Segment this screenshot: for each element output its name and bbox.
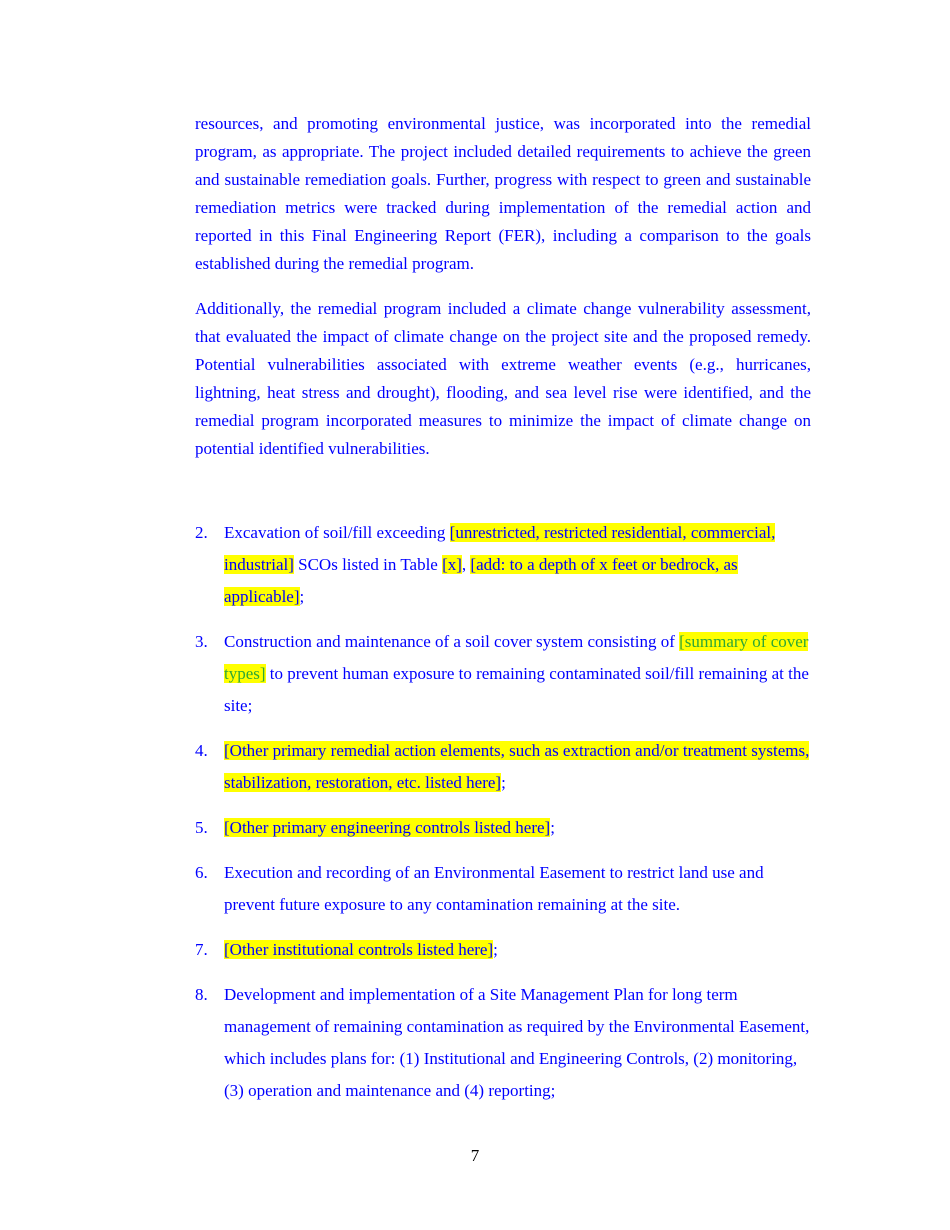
list-item-7 [195,934,815,966]
list-item-4 [195,735,815,799]
highlighted-placeholder: [Other primary remedial action elements, such as extraction and/or treatment systems, stabilization, restoration, etc. listed here] [224,741,810,792]
list-item-5 [195,812,815,844]
list-item-3 [195,626,815,722]
list-number: 7. [195,940,208,959]
page-number: 7 [470,1146,480,1165]
list-item-2 [195,517,815,613]
list-text: Construction and maintenance of a soil cover system consisting of [224,632,680,651]
highlighted-placeholder: [Other primary engineering controls listed here] [224,818,551,837]
list-number: 6. [195,863,208,882]
remedy-elements-list [195,517,815,1120]
list-number: 3. [195,632,208,651]
list-item-6 [195,857,815,921]
highlighted-placeholder: [Other institutional controls listed here] [224,940,494,959]
highlighted-placeholder: [unrestricted, restricted residential, commercial, industrial] [224,523,776,574]
list-text: ; [299,587,305,606]
highlighted-placeholder: [x] [442,555,462,574]
list-number: 5. [195,818,208,837]
list-text: Excavation of soil/fill exceeding [224,523,450,542]
list-text: Development and implementation of a Site Management Plan for long term management of remaining contamination as required by the Environmental Easement, which includes plans for: (1) Institutional and Engineering Controls, (2) monitoring, (3) operation and maintenance and (4) reporting; [224,985,810,1100]
list-text: , [461,555,471,574]
highlighted-placeholder: [add: to a depth of x feet or bedrock, as applicable] [224,555,738,606]
list-text: to prevent human exposure to remaining contaminated soil/fill remaining at the site; [224,664,809,715]
highlighted-placeholder: [summary of cover types] [224,632,809,683]
list-text: ; [501,773,506,792]
list-text: Execution and recording of an Environmental Easement to restrict land use and prevent future exposure to any contamination remaining at the site. [224,863,764,914]
list-number: 4. [195,741,208,760]
list-text: ; [550,818,555,837]
paragraph-green-remediation: resources, and promoting environmental justice, was incorporated into the remedial program, as appropriate. The project included detailed requirements to achieve the green and sustainable remediation goals. Further, progress with respect to green and sustainable remediation metrics were tracked during implementation of the remedial action and reported in this Final Engineering Report (FER), including a comparison to the goals established during the remedial program. [195,114,811,273]
list-number: 2. [195,523,208,542]
paragraph-climate-vulnerability: Additionally, the remedial program included a climate change vulnerability assessment, that evaluated the impact of climate change on the project site and the proposed remedy. Potential vulnerabilities associated with extreme weather events (e.g., hurricanes, lightning, heat stress and drought), flooding, and sea level rise were identified, and the remedial program incorporated measures to minimize the impact of climate change on potential identified vulnerabilities. [195,299,811,458]
list-item-8 [195,979,815,1107]
list-text: SCOs listed in Table [293,555,443,574]
list-text: ; [493,940,498,959]
list-number: 8. [195,985,208,1004]
